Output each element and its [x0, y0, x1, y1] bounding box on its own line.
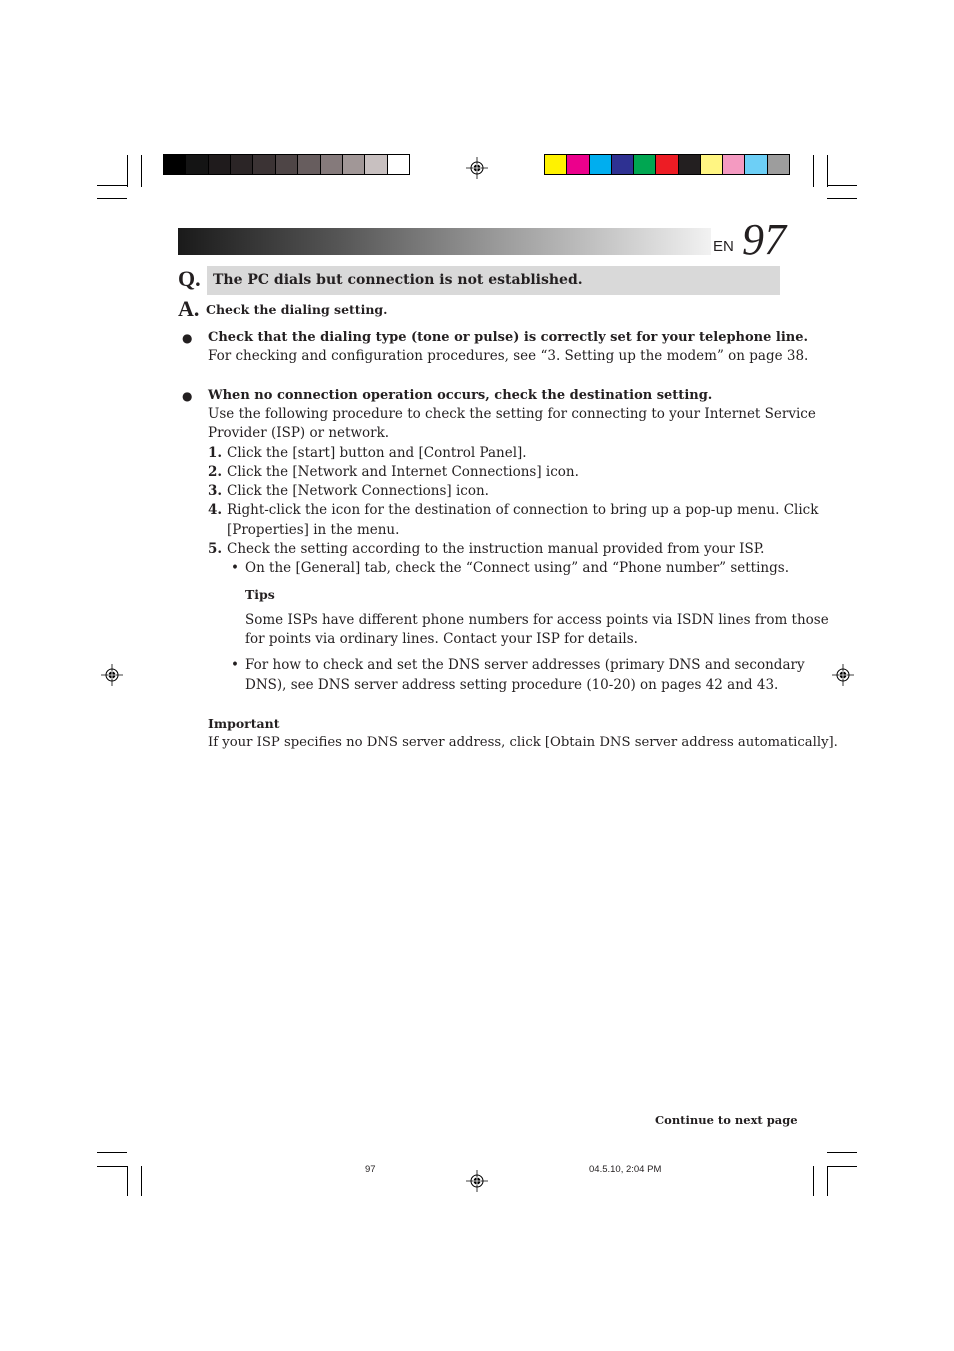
crop-mark — [827, 185, 857, 186]
color-swatch — [590, 155, 612, 174]
color-swatch — [276, 155, 298, 174]
step-number: 5. — [208, 541, 223, 557]
section2-heading: When no connection operation occurs, check the destination setting. — [208, 388, 713, 403]
sub-bullet-text: For how to check and set the DNS server addresses (primary DNS and secondary — [245, 657, 805, 673]
bullet-icon: • — [231, 657, 239, 673]
important-label: Important — [208, 716, 280, 731]
section2-intro: Use the following procedure to check the setting for connecting to your Internet Service — [208, 406, 816, 422]
color-swatch — [745, 155, 767, 174]
color-swatch — [634, 155, 656, 174]
answer-text: Check the dialing setting. — [206, 302, 388, 317]
section1-body: For checking and configuration procedures, see “3. Setting up the modem” on page 38. — [208, 348, 809, 364]
color-strip — [544, 154, 790, 175]
color-swatch — [679, 155, 701, 174]
step-number: 4. — [208, 502, 223, 518]
crop-mark — [141, 155, 142, 187]
section2-intro: Provider (ISP) or network. — [208, 425, 390, 441]
sub-bullet-text: DNS), see DNS server address setting procedure (10-20) on pages 42 and 43. — [245, 677, 779, 693]
color-swatch — [343, 155, 365, 174]
page-number: 97 — [742, 215, 786, 264]
grayscale-strip — [163, 154, 410, 175]
crop-mark — [827, 1166, 828, 1196]
crop-mark — [97, 198, 127, 199]
registration-mark-icon — [466, 1170, 488, 1192]
crop-mark — [813, 155, 814, 187]
important-text: If your ISP specifies no DNS server address, click [Obtain DNS server address automatically]. — [208, 735, 838, 750]
bullet-icon: ● — [182, 389, 193, 403]
color-swatch — [298, 155, 320, 174]
color-swatch — [701, 155, 723, 174]
tips-label: Tips — [245, 587, 275, 602]
slug-date: 04.5.10, 2:04 PM — [589, 1164, 662, 1175]
color-swatch — [612, 155, 634, 174]
color-swatch — [768, 155, 789, 174]
step-number: 1. — [208, 445, 223, 461]
step-text: Click the [Network Connections] icon. — [227, 483, 489, 499]
color-swatch — [723, 155, 745, 174]
crop-mark — [127, 155, 128, 187]
tips-text: Some ISPs have different phone numbers for access points via ISDN lines from those — [245, 612, 829, 628]
bullet-icon: • — [231, 560, 239, 576]
step-text: [Properties] in the menu. — [227, 522, 400, 538]
crop-mark — [827, 1166, 857, 1167]
sub-bullet-text: On the [General] tab, check the “Connect using” and “Phone number” settings. — [245, 560, 789, 576]
tips-text: for points via ordinary lines. Contact your ISP for details. — [245, 631, 638, 647]
answer-letter: A. — [178, 296, 200, 321]
crop-mark — [97, 1152, 127, 1153]
crop-mark — [827, 198, 857, 199]
color-swatch — [656, 155, 678, 174]
color-swatch — [545, 155, 567, 174]
slug-page-number: 97 — [365, 1164, 376, 1175]
crop-mark — [141, 1166, 142, 1196]
color-swatch — [388, 155, 409, 174]
crop-mark — [97, 185, 127, 186]
crop-mark — [827, 155, 828, 187]
color-swatch — [321, 155, 343, 174]
step-text: Click the [Network and Internet Connections] icon. — [227, 464, 579, 480]
crop-mark — [827, 1152, 857, 1153]
registration-mark-icon — [101, 664, 123, 686]
color-swatch — [253, 155, 275, 174]
step-text: Click the [start] button and [Control Panel]. — [227, 445, 527, 461]
crop-mark — [127, 1166, 128, 1196]
step-number: 2. — [208, 464, 223, 480]
bullet-icon: ● — [182, 331, 193, 345]
step-text: Check the setting according to the instruction manual provided from your ISP. — [227, 541, 765, 557]
color-swatch — [365, 155, 387, 174]
step-text: Right-click the icon for the destination of connection to bring up a pop-up menu. Click — [227, 502, 819, 518]
color-swatch — [186, 155, 208, 174]
registration-mark-icon — [466, 157, 488, 179]
step-number: 3. — [208, 483, 223, 499]
question-letter: Q. — [178, 266, 201, 291]
page-prefix: EN — [713, 238, 734, 255]
crop-mark — [97, 1166, 127, 1167]
color-swatch — [209, 155, 231, 174]
registration-mark-icon — [832, 664, 854, 686]
crop-mark — [813, 1166, 814, 1196]
continue-label: Continue to next page — [655, 1113, 798, 1127]
color-swatch — [231, 155, 253, 174]
color-swatch — [567, 155, 589, 174]
header-gradient-band — [178, 228, 711, 255]
question-text: The PC dials but connection is not established. — [213, 272, 583, 288]
color-swatch — [164, 155, 186, 174]
section1-heading: Check that the dialing type (tone or pulse) is correctly set for your telephone line. — [208, 330, 809, 345]
